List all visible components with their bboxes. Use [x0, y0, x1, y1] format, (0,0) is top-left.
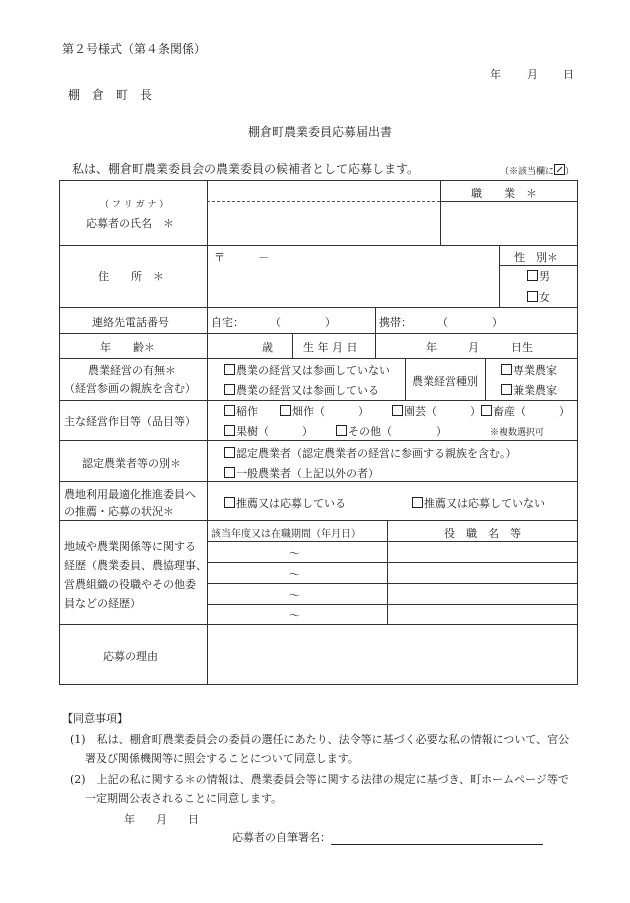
- crop-rice[interactable]: 稲作: [224, 403, 258, 419]
- crops-note: ※複数選択可: [490, 428, 545, 438]
- crop-garden[interactable]: 園芸（ ）: [392, 403, 481, 419]
- table-border-left: [59, 180, 60, 684]
- farm-option-no[interactable]: 農業の経営又は参画していない: [224, 362, 390, 378]
- cert-label: 認定農業者等の別＊: [82, 457, 181, 470]
- address-field[interactable]: [208, 246, 498, 306]
- header-date-day: 日: [563, 68, 574, 81]
- cell-line: [375, 333, 376, 358]
- checkbox-icon: [527, 291, 538, 302]
- career-tilde: ～: [289, 589, 300, 602]
- career-label-line: 地域や農業関係等に関する: [64, 540, 196, 553]
- consent-item-1-cont: 署及び関係機関等に照会することについて同意します。: [85, 752, 359, 765]
- row-line: [59, 481, 578, 482]
- applicant-statement: 私は、棚倉町農業委員会の農業委員の候補者として応募します。: [72, 162, 420, 176]
- career-position-header: 役 職 名 等: [444, 527, 521, 540]
- career-tilde: ～: [289, 609, 300, 622]
- consent-item-2-cont: 一定期間公表されることに同意します。: [85, 792, 283, 805]
- postal-mark: 〒: [214, 251, 225, 264]
- row-line: [59, 358, 578, 359]
- cell-line: [375, 307, 376, 333]
- checkbox-icon: [224, 425, 235, 436]
- furigana-dashed-line: [207, 201, 440, 202]
- checkbox-icon: [280, 405, 291, 416]
- signature-row: [232, 829, 543, 845]
- cell-line: [387, 520, 388, 624]
- consent-item-2: (2) 上記の私に関する＊の情報は、農業委員会等に関する法律の規定に基づき、町ホームページ等で: [70, 773, 569, 786]
- cell-line: [485, 358, 486, 400]
- promo-label-sub: の推薦・応募の状況＊: [64, 505, 174, 518]
- promo-option-no[interactable]: 推薦又は応募していない: [412, 495, 545, 511]
- phone-label: 連絡先電話番号: [92, 316, 169, 329]
- furigana-field[interactable]: [208, 181, 439, 200]
- checkbox-icon: [527, 270, 538, 281]
- career-tilde: ～: [289, 547, 300, 560]
- postal-dash: －: [258, 251, 269, 264]
- checkbox-icon: [501, 364, 512, 375]
- farm-type-part[interactable]: 兼業農家: [501, 382, 557, 398]
- page-title: 棚倉町農業委員応募届出書: [248, 125, 393, 139]
- checkbox-icon: [224, 364, 235, 375]
- promo-label: 農地利用最適化推進委員へ: [64, 488, 196, 501]
- age-field[interactable]: [208, 334, 258, 357]
- row-line: [59, 684, 578, 685]
- signature-field[interactable]: [331, 832, 543, 845]
- row-line: [59, 520, 578, 521]
- career-label-line: 営農組織の役職やその他委: [64, 578, 196, 591]
- sex-label: 性 別＊: [514, 251, 558, 264]
- address-label: 住 所 ＊: [98, 270, 164, 283]
- consent-item-1: (1) 私は、棚倉町農業委員会の委員の選任にあたり、法令等に基づく必要な私の情報について、官公: [70, 733, 570, 746]
- form-number: 第２号様式（第４条関係）: [62, 42, 207, 56]
- cell-line: [207, 604, 578, 605]
- checkbox-icon: [501, 384, 512, 395]
- row-line: [59, 333, 578, 334]
- crop-other[interactable]: その他（ ）: [336, 423, 447, 439]
- age-label: 年 齢＊: [100, 341, 155, 354]
- sex-male-option[interactable]: 男: [527, 268, 550, 284]
- cert-option-general[interactable]: 一般農業者（上記以外の者）: [224, 465, 379, 481]
- checkbox-icon: [224, 405, 235, 416]
- checkbox-icon: [412, 497, 423, 508]
- row-line: [59, 307, 578, 308]
- checkbox-icon: [224, 447, 235, 458]
- consent-heading: 【同意事項】: [62, 712, 128, 725]
- career-label-line: 員などの経歴）: [64, 597, 141, 610]
- applicant-name-label: 応募者の氏名 ＊: [86, 217, 174, 230]
- checkbox-icon: [224, 497, 235, 508]
- signature-label: 応募者の自筆署名：: [232, 831, 331, 844]
- phone-home-label: 自宅：: [211, 316, 244, 329]
- cell-line: [499, 245, 500, 307]
- farm-option-yes[interactable]: 農業の経営又は参画している: [224, 382, 379, 398]
- crop-fruit[interactable]: 果樹（ ）: [224, 423, 313, 439]
- applicant-name-field[interactable]: [208, 203, 439, 244]
- dob-day: 日生: [511, 341, 533, 354]
- dob-year: 年: [426, 341, 437, 354]
- consent-date-month: 月: [156, 813, 167, 826]
- cell-line: [292, 333, 293, 358]
- occupation-field[interactable]: [441, 202, 576, 244]
- reason-label: 応募の理由: [103, 650, 158, 663]
- consent-date-day: 日: [188, 813, 199, 826]
- career-label-line: 経歴（農業委員、農協理事、: [64, 559, 207, 572]
- phone-mobile-input[interactable]: （ ）: [437, 316, 503, 329]
- farm-label-sub: （経営参画の親族を含む）: [64, 382, 196, 395]
- age-unit: 歳: [262, 341, 273, 354]
- check-note: （※該当欄に ）: [500, 164, 574, 177]
- crops-label: 主な経営作目等（品目等）: [64, 415, 196, 428]
- career-period-header: 該当年度又は在職期間（年月日）: [211, 529, 361, 540]
- occupation-label: 職 業 ＊: [471, 187, 537, 200]
- phone-mobile-label: 携帯：: [379, 316, 412, 329]
- row-line: [59, 440, 578, 441]
- checkbox-icon: [392, 405, 403, 416]
- table-border-right: [577, 180, 578, 684]
- row-line: [59, 400, 578, 401]
- checkbox-icon: [336, 425, 347, 436]
- dob-month: 月: [468, 341, 479, 354]
- cell-line: [207, 583, 578, 584]
- checkbox-icon: [224, 467, 235, 478]
- farm-label: 農業経営の有無＊: [88, 364, 176, 377]
- header-date-month: 月: [527, 68, 538, 81]
- cell-line: [405, 358, 406, 400]
- promo-option-yes[interactable]: 推薦又は応募している: [224, 495, 346, 511]
- cert-option-certified[interactable]: 認定農業者（認定農業者の経営に参画する親族を含む。）: [224, 445, 517, 461]
- reason-field[interactable]: [208, 625, 576, 683]
- cell-line: [207, 541, 578, 542]
- cell-line: [499, 265, 577, 266]
- sex-female-option[interactable]: 女: [527, 289, 550, 305]
- furigana-label: （ フ リ ガ ナ ）: [100, 200, 169, 210]
- phone-home-input[interactable]: （ ）: [270, 316, 336, 329]
- crop-livestock[interactable]: 畜産（ ）: [481, 403, 570, 419]
- farm-type-full[interactable]: 専業農家: [501, 362, 557, 378]
- checkbox-icon: [224, 384, 235, 395]
- cell-line: [207, 562, 578, 563]
- crop-field[interactable]: 畑作（ ）: [280, 403, 369, 419]
- consent-date-year: 年: [124, 813, 135, 826]
- farm-type-label: 農業経営種別: [412, 375, 478, 388]
- checked-box-icon: [554, 164, 565, 175]
- checkbox-icon: [481, 405, 492, 416]
- career-tilde: ～: [289, 568, 300, 581]
- addressee: 棚 倉 町 長: [68, 88, 153, 102]
- header-date-year: 年: [490, 68, 501, 81]
- dob-label: 生 年 月 日: [303, 341, 358, 354]
